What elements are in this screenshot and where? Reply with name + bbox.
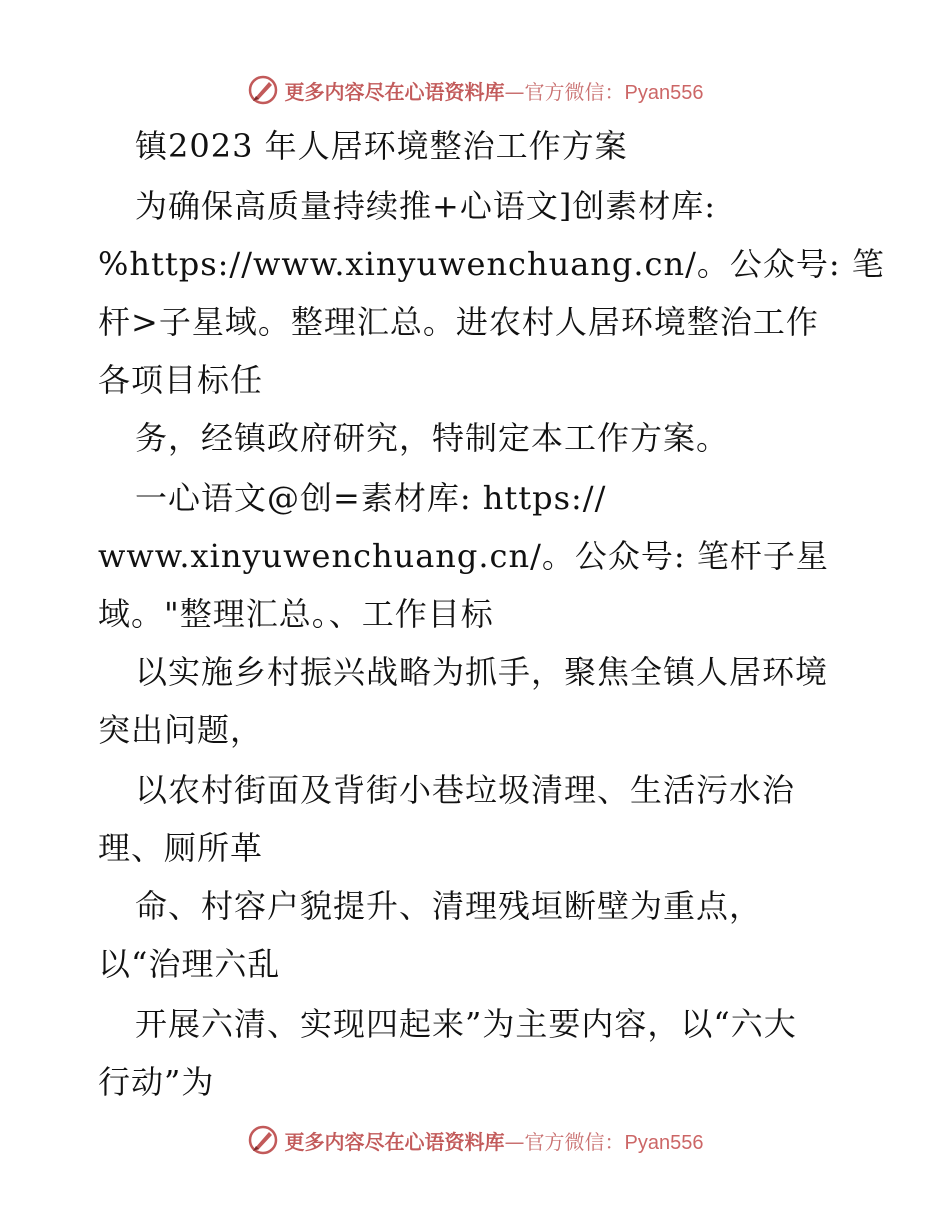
banner-main-text: 更多内容尽在心语资料库 <box>284 1129 505 1154</box>
paragraph-line: www.xinyuwenchuang.cn/。公众号: 笔杆子星 <box>98 537 829 575</box>
document-title: 镇2023 年人居环境整治工作方案 <box>135 127 628 165</box>
banner-dash: — <box>504 1129 525 1154</box>
paragraph-line: 以农村街面及背街小巷垃圾清理、生活污水治 <box>135 771 796 809</box>
paragraph-line: 命、村容户貌提升、清理残垣断壁为重点， <box>135 887 763 925</box>
header-banner <box>0 70 950 110</box>
paragraph-line: 以“治理六乱 <box>98 945 281 983</box>
paragraph-line: 突出问题， <box>98 711 264 749</box>
banner-wechat-id: Pyan556 <box>624 81 704 104</box>
paragraph-line: 各项目标任 <box>98 361 264 399</box>
pen-logo-icon <box>247 74 279 106</box>
banner-text <box>285 1126 704 1155</box>
paragraph-line: %https://www.xinyuwenchuang.cn/。公众号: 笔 <box>98 245 885 283</box>
paragraph-line: 开展六清、实现四起来”为主要内容，以“六大 <box>135 1005 797 1043</box>
paragraph-line: 理、厕所革 <box>98 829 264 867</box>
banner-dash: — <box>504 79 525 104</box>
banner-wechat-id: Pyan556 <box>624 1131 704 1154</box>
footer-banner <box>0 1120 950 1160</box>
paragraph-line: 为确保高质量持续推+心语文]创素材库: <box>135 187 717 225</box>
banner-sub-text: 官方微信： <box>524 79 625 104</box>
paragraph-line: 务，经镇政府研究，特制定本工作方案。 <box>135 419 730 457</box>
section-heading-line: 域。"整理汇总。、工作目标 <box>98 595 494 633</box>
paragraph-line: 杆>子星域。整理汇总。进农村人居环境整治工作 <box>98 303 819 341</box>
pen-logo-icon <box>247 1124 279 1156</box>
banner-main-text: 更多内容尽在心语资料库 <box>284 79 505 104</box>
paragraph-line: 以实施乡村振兴战略为抓手，聚焦全镇人居环境 <box>135 653 829 691</box>
paragraph-line: 行动”为 <box>98 1063 215 1101</box>
banner-sub-text: 官方微信： <box>524 1129 625 1154</box>
paragraph-line: 一心语文@创=素材库: https:// <box>135 479 607 517</box>
banner-text <box>285 76 704 105</box>
